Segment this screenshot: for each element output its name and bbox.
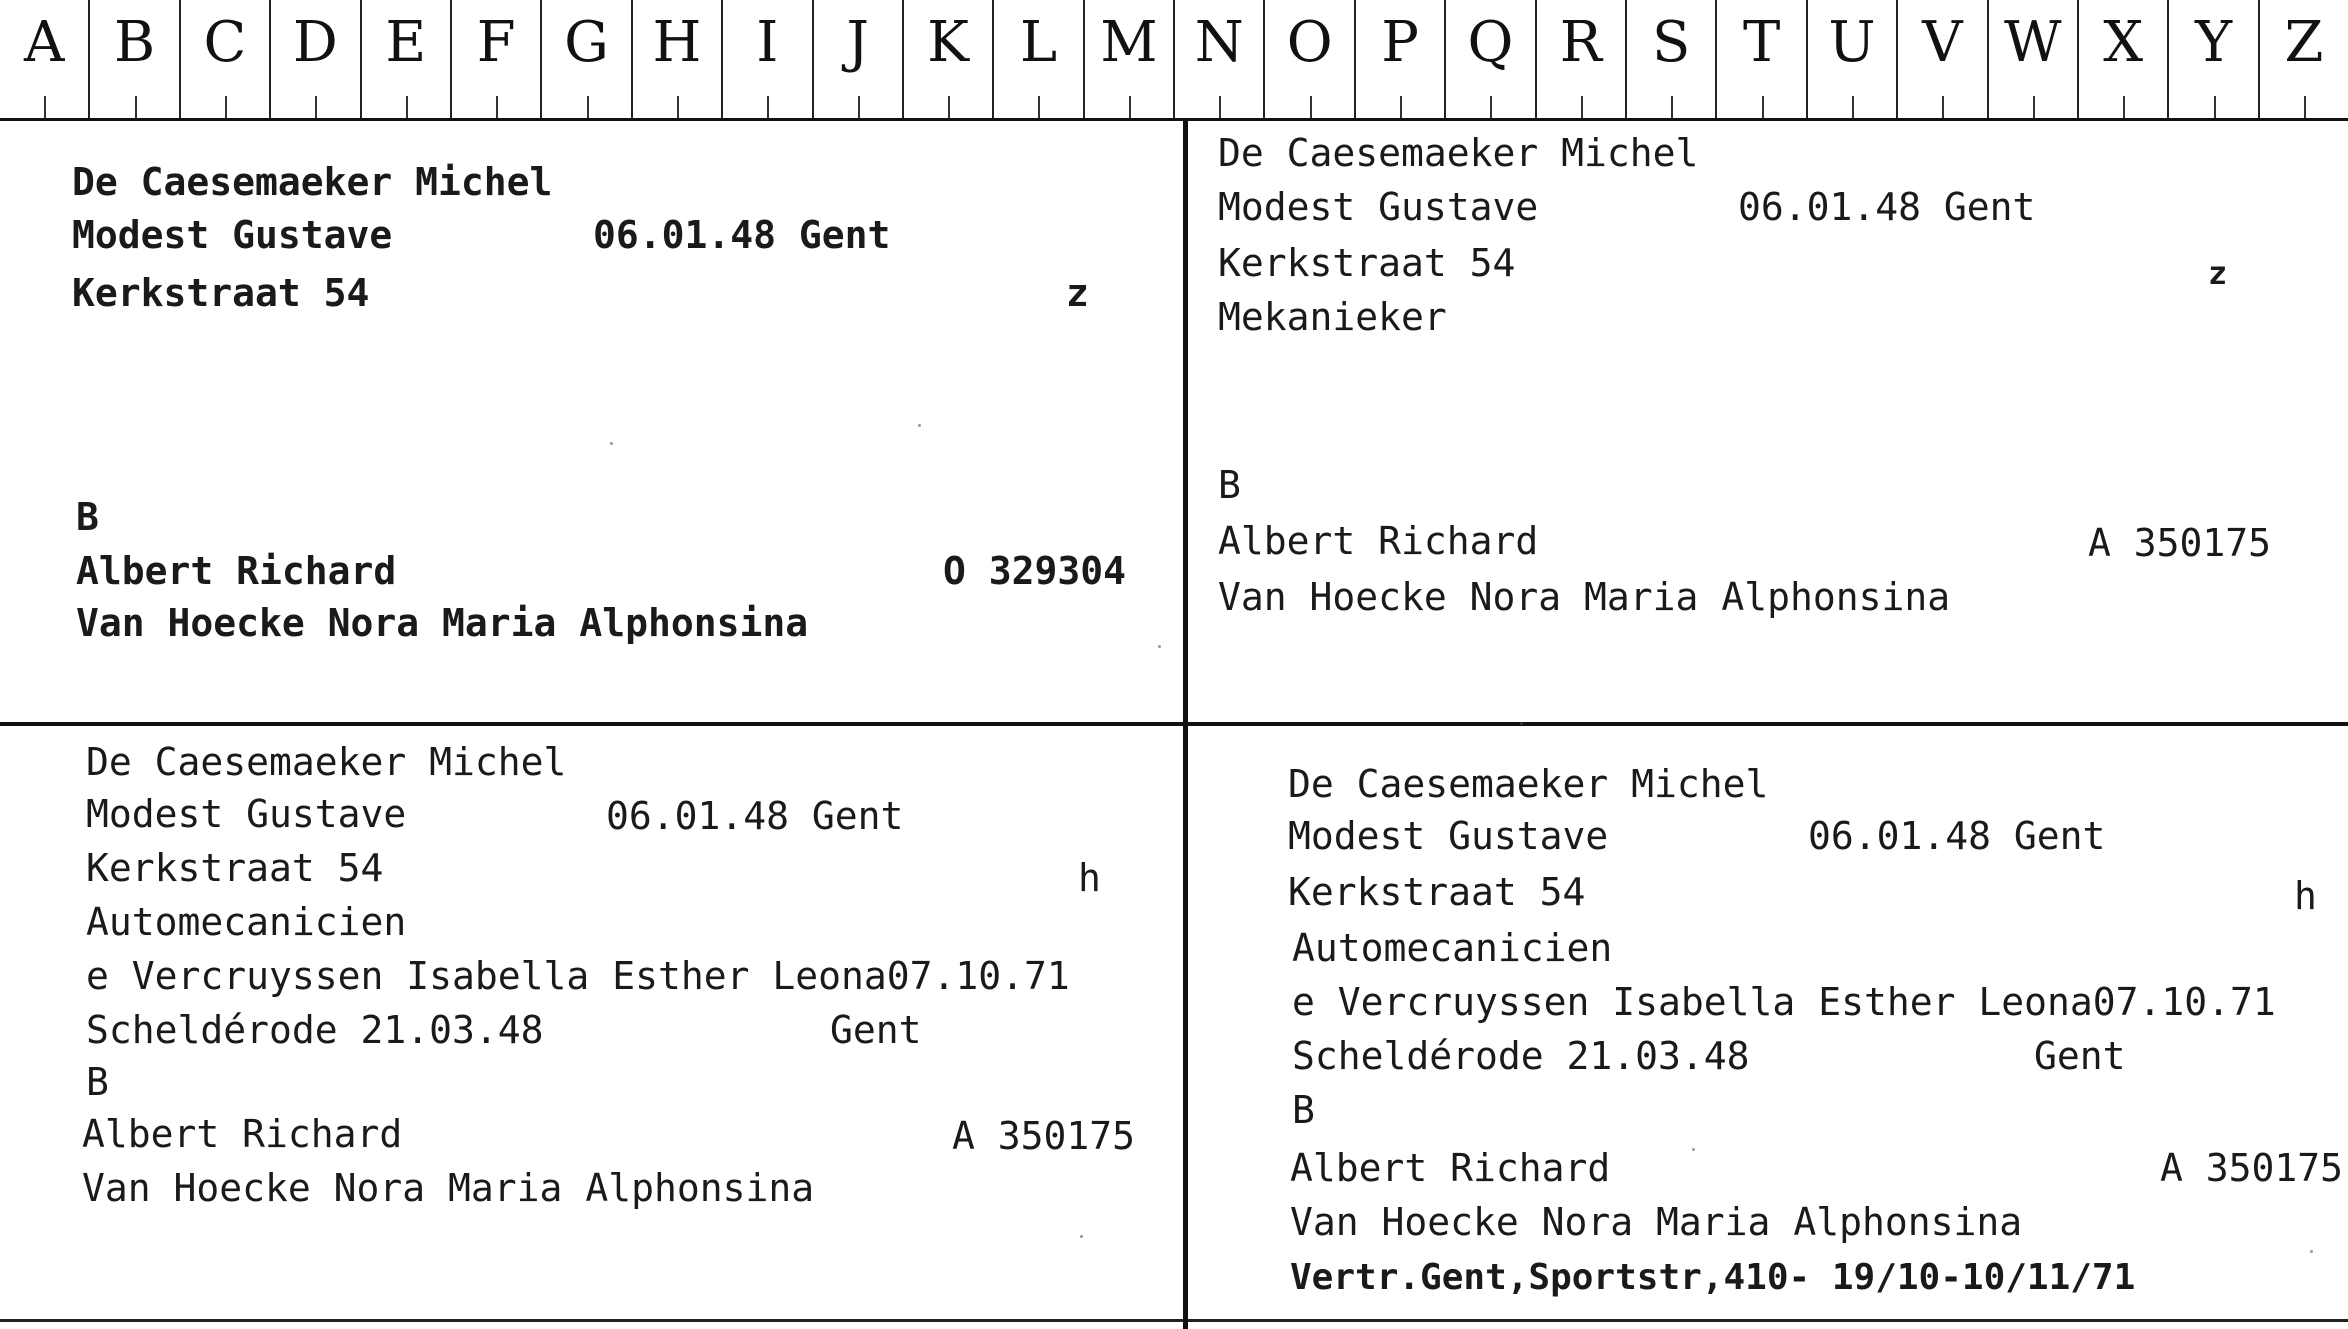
index-letter-k: K: [902, 0, 992, 118]
card-birth: 06.01.48 Gent: [1808, 814, 2106, 858]
card-name: De Caesemaeker Michel: [1218, 131, 1699, 175]
card-birth: 06.01.48 Gent: [1738, 185, 2036, 229]
card-bottom-edge-right: [1188, 1319, 2348, 1322]
card-spouse: e Vercruyssen Isabella Esther Leona07.10.71: [86, 954, 1070, 998]
index-letter-d: D: [269, 0, 359, 118]
scan-speck: [1692, 1148, 1695, 1151]
index-letter-r: R: [1535, 0, 1625, 118]
index-letter-y: Y: [2167, 0, 2257, 118]
index-letter-s: S: [1625, 0, 1715, 118]
card-occupation: Automecanicien: [1292, 926, 1613, 970]
registry-card-1: [0, 121, 1183, 722]
registry-card-3: [0, 726, 1183, 1319]
index-letter-h: H: [631, 0, 721, 118]
index-letter-w: W: [1987, 0, 2077, 118]
scan-speck: [610, 442, 613, 445]
index-letter-a: A: [0, 0, 88, 118]
registry-card-4: [1188, 726, 2348, 1319]
card-number: A 350175: [2160, 1146, 2344, 1190]
card-spouse-birth: Scheldérode 21.03.48: [86, 1008, 544, 1052]
card-mother: Van Hoecke Nora Maria Alphonsina: [1218, 575, 1951, 619]
card-status: B: [76, 495, 99, 539]
scan-speck: [1080, 1235, 1083, 1238]
index-letter-i: I: [721, 0, 811, 118]
card-departure: Vertr.Gent,Sportstr,410- 19/10-10/11/71: [1290, 1257, 2136, 1298]
card-status: B: [86, 1060, 109, 1104]
card-spouse-birth: Scheldérode 21.03.48: [1292, 1034, 1750, 1078]
card-address: Kerkstraat 54: [86, 846, 384, 890]
card-mother: Van Hoecke Nora Maria Alphonsina: [82, 1166, 815, 1210]
card-father: Albert Richard: [1290, 1146, 1611, 1190]
card-code: z: [2208, 254, 2228, 292]
card-address: Kerkstraat 54: [1218, 241, 1516, 285]
card-code: z: [1066, 271, 1089, 315]
card-address: Kerkstraat 54: [72, 271, 370, 315]
scan-speck: [1158, 645, 1161, 648]
card-name: De Caesemaeker Michel: [86, 740, 567, 784]
index-letter-e: E: [360, 0, 450, 118]
card-given-names: Modest Gustave: [86, 792, 407, 836]
card-given-names: Modest Gustave: [72, 213, 393, 257]
card-address: Kerkstraat 54: [1288, 870, 1586, 914]
index-letter-l: L: [992, 0, 1082, 118]
card-spouse: e Vercruyssen Isabella Esther Leona07.10.71: [1292, 980, 2276, 1024]
card-occupation: Mekanieker: [1218, 295, 1447, 339]
card-father: Albert Richard: [76, 549, 397, 593]
scan-speck: [1520, 722, 1523, 725]
card-name: De Caesemaeker Michel: [72, 160, 553, 204]
card-number: A 350175: [952, 1114, 1136, 1158]
index-letter-z: Z: [2258, 0, 2348, 118]
card-code: h: [1078, 856, 1101, 900]
card-birth: 06.01.48 Gent: [593, 213, 891, 257]
index-letter-b: B: [88, 0, 178, 118]
card-spouse-place: Gent: [830, 1008, 922, 1052]
card-status: B: [1292, 1088, 1315, 1132]
card-father: Albert Richard: [82, 1112, 403, 1156]
scan-speck: [2310, 1250, 2313, 1253]
index-letter-c: C: [179, 0, 269, 118]
card-given-names: Modest Gustave: [1218, 185, 1539, 229]
card-mother: Van Hoecke Nora Maria Alphonsina: [76, 601, 809, 645]
card-occupation: Automecanicien: [86, 900, 407, 944]
card-code: h: [2294, 874, 2317, 918]
index-letter-j: J: [812, 0, 902, 118]
index-letter-f: F: [450, 0, 540, 118]
card-mother: Van Hoecke Nora Maria Alphonsina: [1290, 1200, 2023, 1244]
card-given-names: Modest Gustave: [1288, 814, 1609, 858]
index-letter-n: N: [1173, 0, 1263, 118]
index-letter-u: U: [1806, 0, 1896, 118]
card-father: Albert Richard: [1218, 519, 1539, 563]
index-letter-t: T: [1715, 0, 1805, 118]
card-bottom-edge-left: [0, 1319, 1183, 1322]
index-letter-p: P: [1354, 0, 1444, 118]
registry-card-2: [1188, 121, 2348, 722]
index-letter-x: X: [2077, 0, 2167, 118]
card-name: De Caesemaeker Michel: [1288, 762, 1769, 806]
card-number: O 329304: [943, 549, 1127, 593]
card-birth: 06.01.48 Gent: [606, 794, 904, 838]
index-letter-v: V: [1896, 0, 1986, 118]
card-number: A 350175: [2088, 521, 2272, 565]
card-status: B: [1218, 463, 1241, 507]
index-letter-o: O: [1263, 0, 1353, 118]
index-letter-q: Q: [1444, 0, 1534, 118]
alphabet-index: [0, 0, 2348, 121]
scan-speck: [918, 424, 921, 427]
index-letter-m: M: [1083, 0, 1173, 118]
index-letter-g: G: [540, 0, 630, 118]
card-spouse-place: Gent: [2034, 1034, 2126, 1078]
